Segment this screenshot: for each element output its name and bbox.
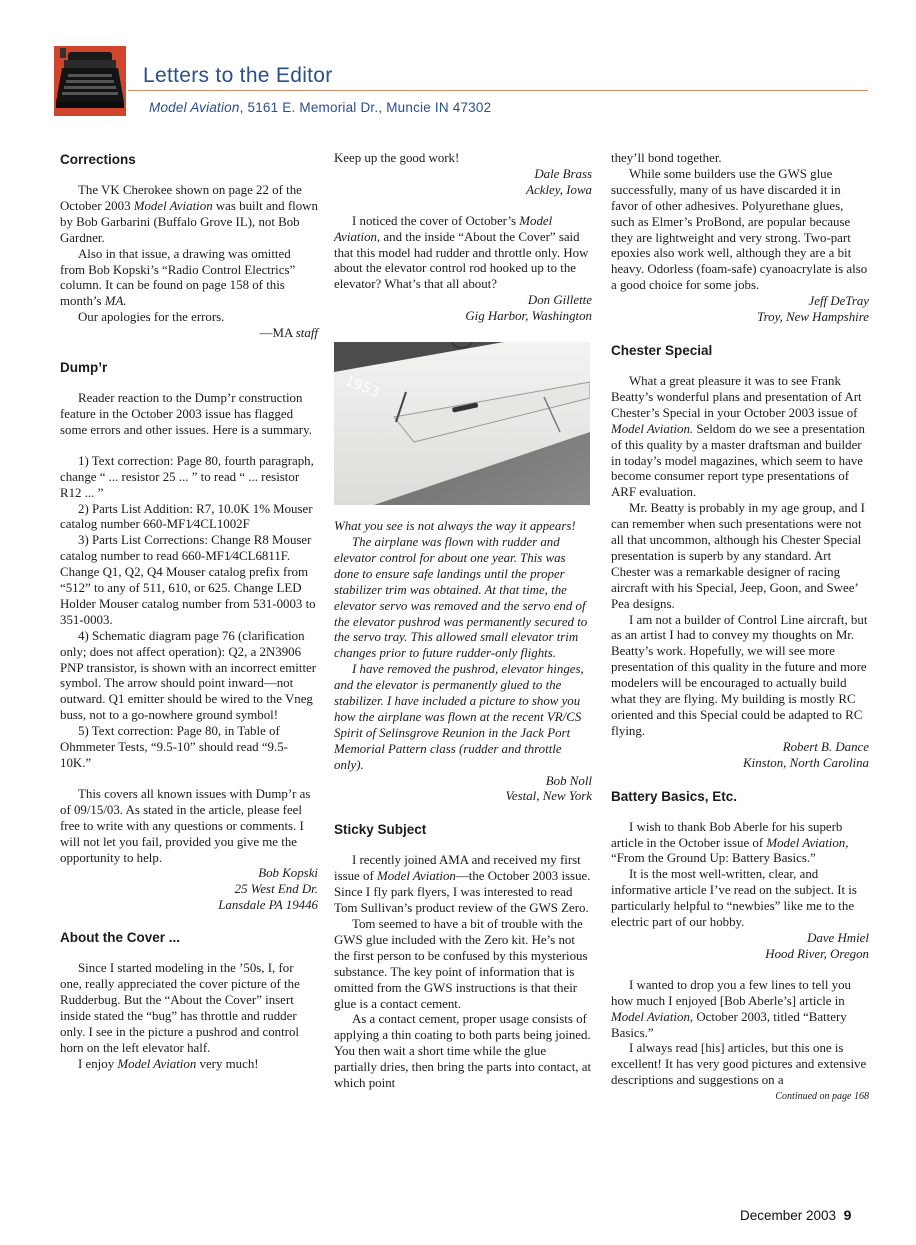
dumpr-item-1: 1) Text correction: Page 80, fourth paragraph, change “ ... resistor 25 ... ” to read “ ... resistor R12 ... ” (60, 453, 314, 500)
heading-sticky-subject: Sticky Subject (334, 822, 427, 838)
address-text: , 5161 E. Memorial Dr., Muncie IN 47302 (239, 100, 492, 115)
magazine-ref: Model Aviation. (611, 421, 694, 436)
dumpr-item-2: 2) Parts List Addition: R7, 10.0K 1% Mouser catalog number 660-MF1⁄4CL1002F (60, 501, 313, 532)
heading-about-cover: About the Cover ... (60, 930, 181, 946)
corrections-para-2 (60, 247, 318, 311)
dumpr-sig-name: Bob Kopski (258, 866, 318, 881)
heading-dumpr: Dump’r (60, 360, 108, 376)
dumpr-sig-street: 25 West End Dr. (234, 882, 318, 897)
text: The VK Cherokee shown on page 22 of the October 2003 (60, 183, 302, 213)
page-footer (740, 1207, 851, 1223)
header-divider (128, 90, 868, 91)
photo-caption-3: I have removed the pushrod, elevator hinges, and the elevator is permanently glued to the stabilizer. I have included a picture to show you how the airplane was flown at the recent VR/CS Spirit of Selinsgrove Reunion in the Jack Port Memorial Pattern class (rudder and throttle only). (334, 662, 584, 772)
chester-para-1 (611, 374, 869, 501)
sig-hmiel-name: Dave Hmiel (807, 930, 869, 945)
text: Also in that issue, a drawing was omitted from Bob Kopski’s “Radio Control Electrics” column. It can be found on page 158 of this month’s (60, 246, 296, 309)
dumpr-intro: Reader reaction to the Dump’r construction feature in the October 2003 issue has flagged some errors and other issues. Here is a summary. (60, 391, 312, 437)
text: and the inside “About the Cover” said that this model had rudder and throttle only. How about the elevator control rod hooked up to the elevator? What’s that all about? (334, 229, 589, 292)
magazine-ref: Model Aviation (133, 198, 213, 213)
text: —MA (259, 326, 296, 341)
text: I recently joined AMA and received my first issue of (334, 853, 581, 884)
magazine-ref: Model Aviation, (611, 1009, 694, 1024)
dumpr-sig-city: Lansdale PA 19446 (218, 898, 318, 913)
sig-gillette-name: Don Gillette (527, 293, 592, 308)
sig-dale-city: Ackley, Iowa (526, 182, 592, 197)
dumpr-closing: This covers all known issues with Dump’r as of 09/15/03. As stated in the article, please feel free to write with any questions or comments. I will not let you fail, provided you give me the opportunity to help. (60, 786, 311, 865)
sticky-para-2: Tom seemed to have a bit of trouble with the GWS glue included with the Zero kit. He’s not the first person to be confused by this mysterious substance. The key point of information that is omitted from the GWS instructions is that their glue is a contact cement. (334, 917, 588, 1011)
text: October 2003, titled “Battery Basics.” (611, 1009, 847, 1040)
text: I noticed the cover of October’s (352, 213, 520, 228)
corrections-para-1 (60, 183, 318, 247)
letter-gillette (334, 214, 592, 294)
sig-gillette-city: Gig Harbor, Washington (465, 309, 592, 324)
battery-para-3 (611, 978, 869, 1042)
sig-hmiel-city: Hood River, Oregon (765, 946, 869, 961)
magazine-name: Model Aviation (149, 100, 240, 115)
sticky-para-3: As a contact cement, proper usage consists of applying a thin coating to both parts being joined. You then wait a short time while the glue partially dries, then bring the parts into contact, at which point (334, 1012, 592, 1091)
corrections-signature (60, 326, 318, 342)
column-3 (611, 151, 869, 1105)
text: was built and flown by Bob Garbarini (Buffalo Grove IL), not Bob Gardner. (60, 198, 318, 245)
sig-noll-city: Vestal, New York (505, 789, 592, 804)
photo-label: 1953 (342, 372, 382, 402)
magazine-ref: Model Aviation, (766, 835, 849, 850)
issue-date: December 2003 (740, 1208, 837, 1223)
sticky-para-1 (334, 853, 592, 917)
dumpr-item-4: 4) Schematic diagram page 76 (clarification only; does not affect operation): Q2, a 2N3906 PNP transistor, is shown with an incorrect emitter symbol. The arrow should point inward—not outward. Q1 emitter should be wired to the Vneg buss, not to a go-nowhere ground symbol! (60, 628, 317, 723)
column-2 (334, 151, 592, 1092)
photo-caption-2: The airplane was flown with rudder and elevator control for about one year. This was done to ensure safe landings until the proper stabilizer trim was obtained. At that time, the elevator servo was removed and the servo end of the elevator pushrod was permanently secured to the servo tray. This allowed small elevator trim changes prior to future rudder-only flights. (334, 534, 588, 661)
heading-corrections: Corrections (60, 152, 136, 167)
dumpr-item-5: 5) Text correction: Page 80, in Table of Ohmmeter Tests, “9.5-10” should read “9.5-10K.” (60, 724, 288, 770)
typewriter-logo (54, 46, 126, 116)
airplane-tail-photo (334, 342, 590, 505)
page-title: Letters to the Editor (143, 64, 333, 87)
typewriter-icon (54, 46, 126, 116)
magazine-ref: MA. (104, 294, 127, 309)
battery-para-4: I always read [his] articles, but this one is excellent! It has very good pictures and extensive descriptions and suggestions on a (611, 1041, 867, 1088)
sig-detray-name: Jeff DeTray (808, 294, 869, 309)
chester-para-2: Mr. Beatty is probably in my age group, and I can remember when such presentations were not all that uncommon, although his Chester Special presentation is superb by any standard. Art Chester was a remarkable designer of racing aircraft with his Special, Jeep, Goon, and Swee’ Pea designs. (611, 501, 865, 611)
sig-dance-city: Kinston, North Carolina (743, 755, 869, 770)
heading-battery-basics: Battery Basics, Etc. (611, 788, 738, 804)
sticky-para-4: While some builders use the GWS glue successfully, many of us have discarded it in favor of other adhesives. Polyurethane glues, such as Elmer’s ProBond, are popular because they are lightweight and very strong. Two-part epoxies also work well, although they are a bit heavy. Odorless (foam-safe) cyanoacrylate is also a good choice for some jobs. (611, 166, 868, 293)
mailing-address (149, 100, 491, 115)
sig-dance-name: Robert B. Dance (782, 739, 869, 754)
chester-para-3: I am not a builder of Control Line aircraft, but as an artist I had to convey my thoughts on Mr. Beatty’s work. Hopefully, we will see more presentation of this quality in the future and more modelers will be encouraged to actually build what they are flying. My building is mostly RC oriented and this Special could be adapted to RC flying. (611, 612, 868, 738)
cover-para-1: Since I started modeling in the ’50s, I, for one, really appreciated the cover picture of the Rudderbug. But the “About the Cover” insert inside stated the “bug” has throttle and rudder only. I see in the picture a pushrod and control horn on the left elevator half. (60, 961, 300, 1055)
text: I wish to thank Bob Aberle for his superb article in the October issue of (611, 819, 843, 850)
magazine-ref: Model Aviation (117, 1056, 197, 1071)
column-1 (60, 151, 318, 1073)
page-number: 9 (843, 1207, 852, 1223)
photo-image (334, 342, 590, 505)
text: staff (295, 326, 318, 341)
text: I enjoy (78, 1056, 118, 1071)
corrections-para-3: Our apologies for the errors. (78, 310, 225, 325)
continued-on-page-link[interactable]: Continued on page 168 (775, 1091, 869, 1103)
text: very much! (196, 1056, 259, 1071)
battery-para-1 (611, 820, 869, 868)
text: “From the Ground Up: Battery Basics.” (611, 851, 816, 866)
magazine-ref: Model Aviation, (334, 213, 553, 244)
sig-dale-name: Dale Brass (534, 166, 592, 181)
sticky-continued: they’ll bond together. (611, 151, 722, 165)
text: —the October 2003 issue. Since I fly park flyers, I was interested to read Tom Sullivan’s product review of the GWS Zero. (334, 869, 591, 916)
cover-para-2 (60, 1057, 318, 1073)
battery-para-2: It is the most well-written, clear, and informative article I’ve read on the subject. It is particularly helpful to “newbies” like me to the electric part of our hobby. (611, 867, 857, 930)
text: I wanted to drop you a few lines to tell you how much I enjoyed [Bob Aberle’s] article in (611, 977, 851, 1008)
text: What a great pleasure it was to see Frank Beatty’s wonderful plans and presentation of Art Chester’s Special in your October 2003 issue of (611, 373, 862, 420)
magazine-ref: Model Aviation (376, 869, 456, 884)
photo-caption-1: What you see is not always the way it appears! (334, 519, 576, 534)
sig-noll-name: Bob Noll (545, 773, 592, 788)
sig-detray-city: Troy, New Hampshire (757, 310, 869, 325)
continued-text: Keep up the good work! (334, 151, 460, 165)
heading-chester-special: Chester Special (611, 342, 713, 358)
text: Seldom do we see a presentation of this quality by a master draftsman and builder in today’s model magazines, which seem to have become consumer report type presentations of ARF evaluation. (611, 421, 865, 500)
dumpr-item-3: 3) Parts List Corrections: Change R8 Mouser catalog number to read 660-MF1⁄4CL6811F. Change Q1, Q2, Q4 Mouser catalog prefix from “512” to any of 511, 610, or 625. Change LED Holder Mouser catalog number from 531-0003 to 351-0003. (60, 533, 316, 627)
